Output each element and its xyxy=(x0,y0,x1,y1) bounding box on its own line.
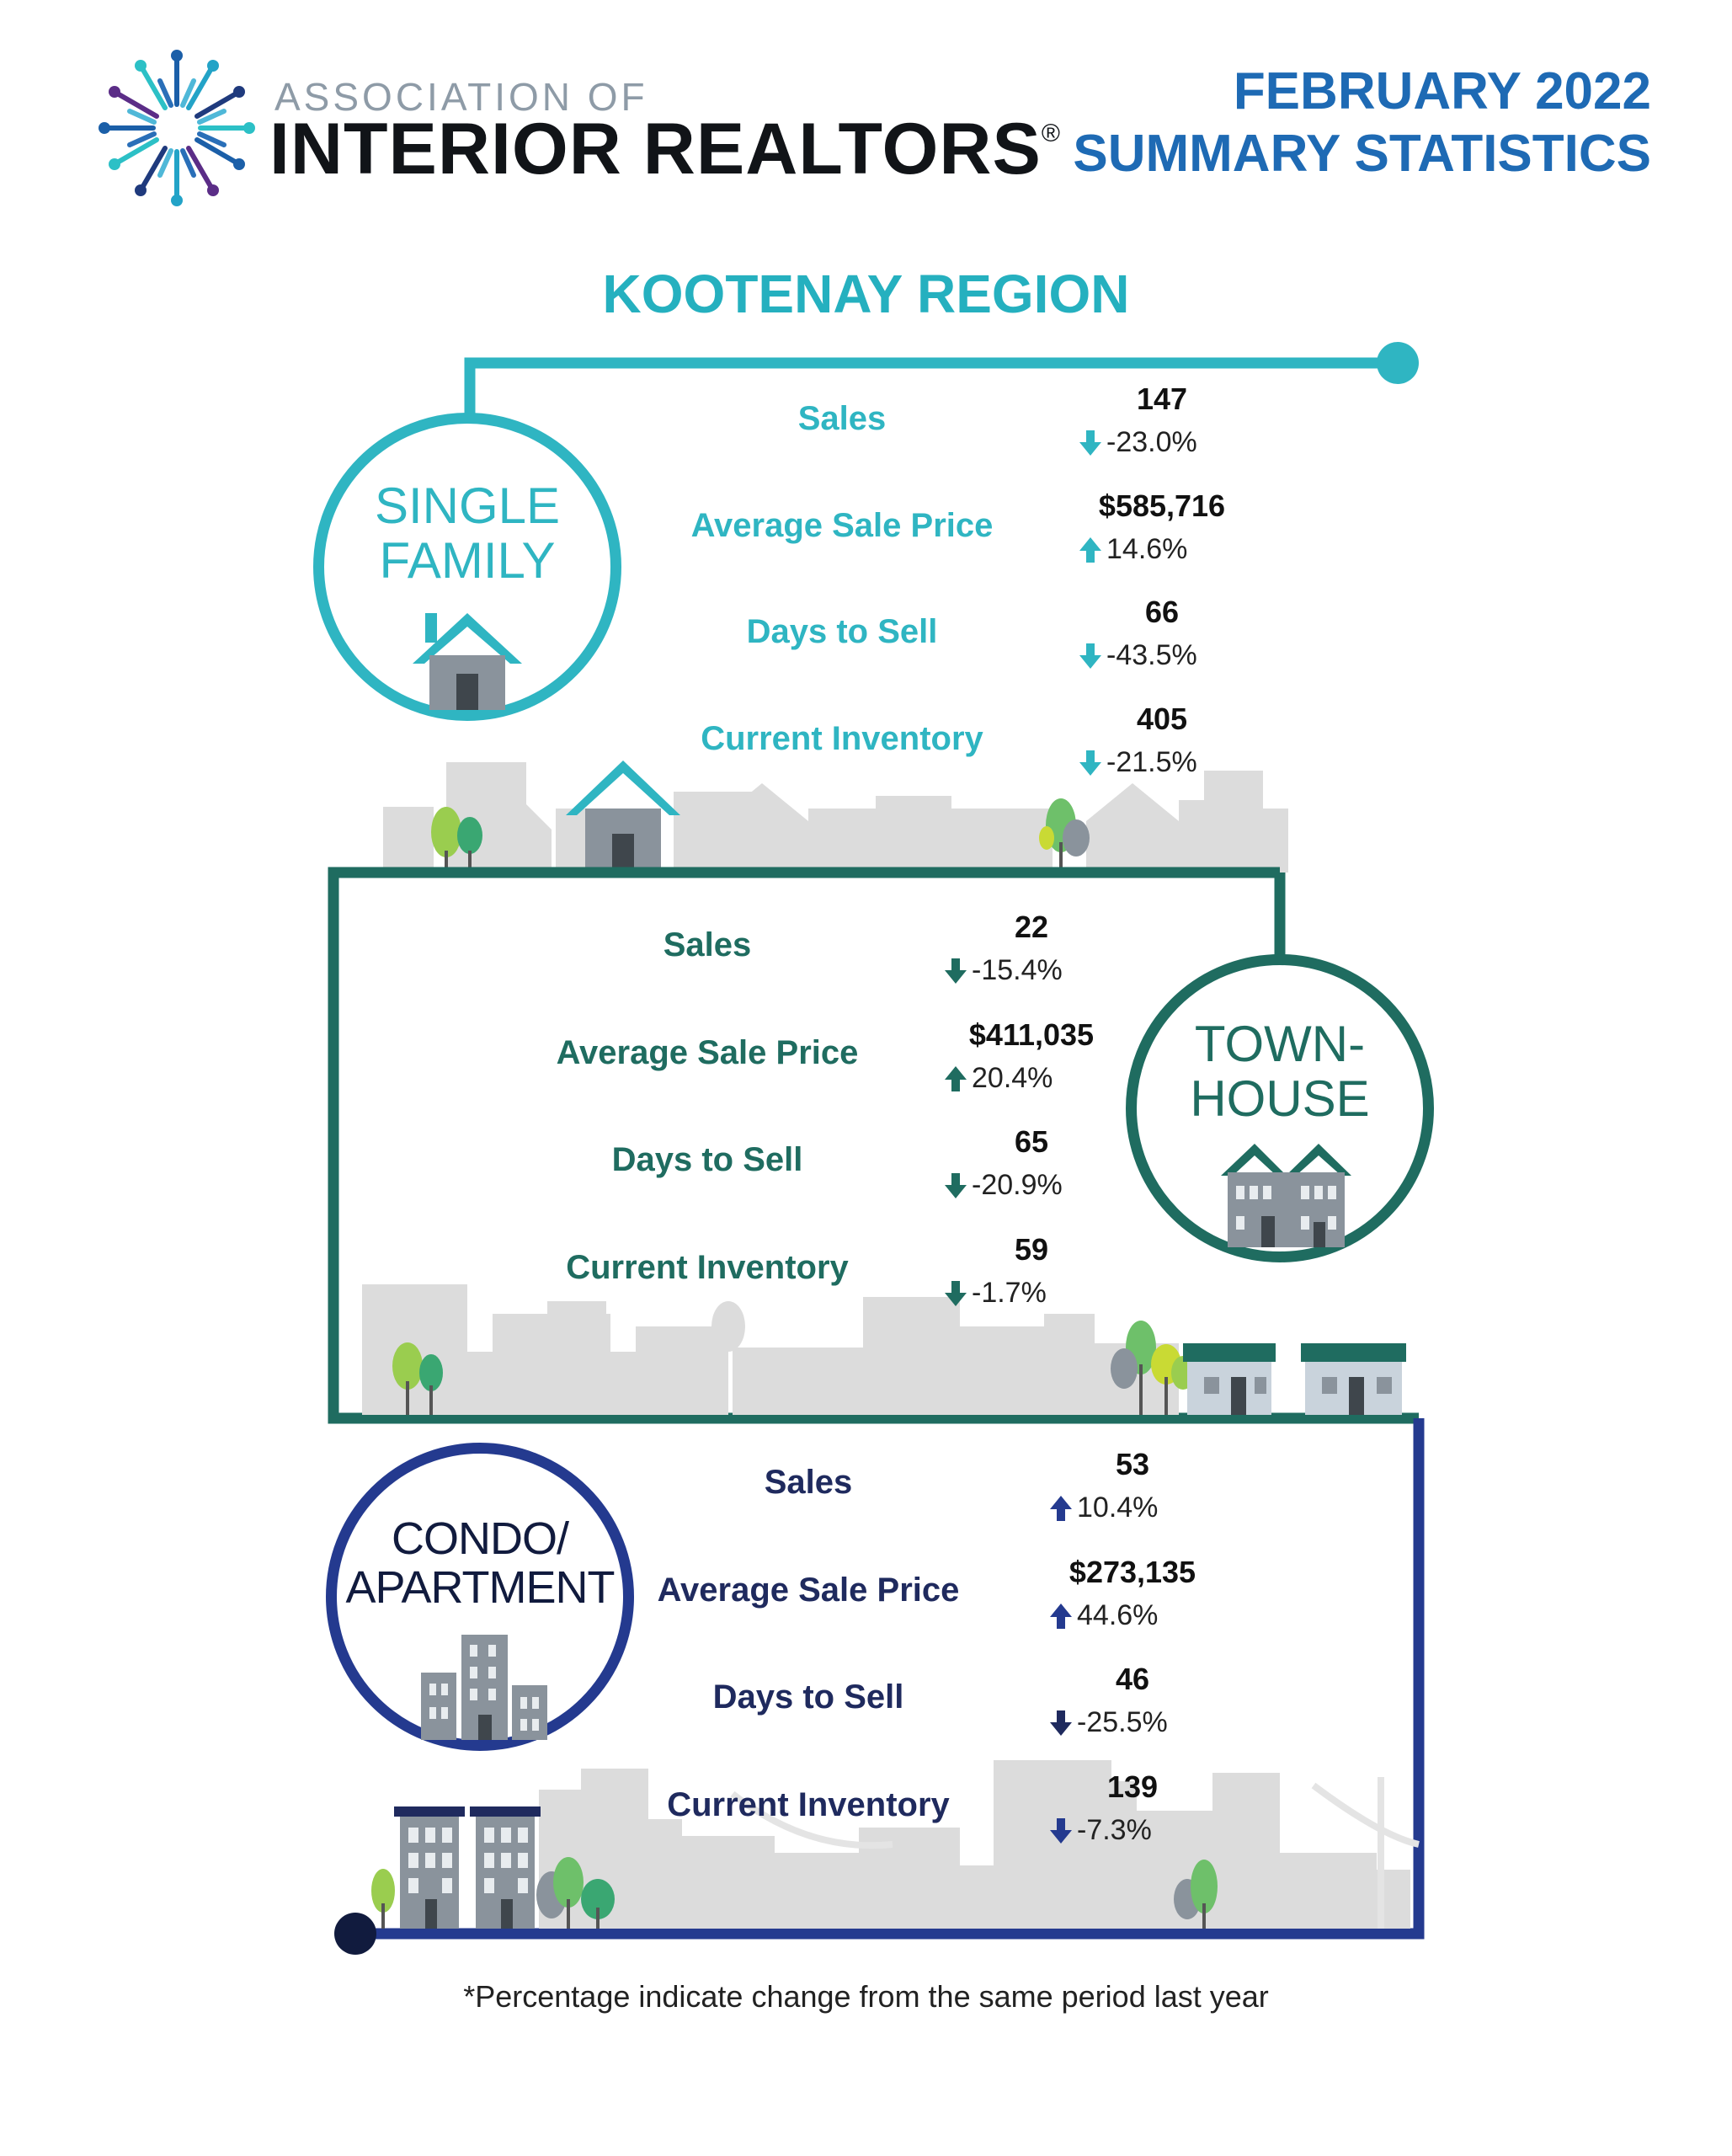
report-period-line2: SUMMARY STATISTICS xyxy=(1073,125,1651,183)
sf-label-inventory: Current Inventory xyxy=(701,720,983,757)
org-name-small: ASSOCIATION OF xyxy=(274,75,648,119)
arrow-up-icon xyxy=(945,1066,967,1091)
th-value-days: 65 xyxy=(1014,1124,1049,1159)
townhouse-title-line1: TOWN- xyxy=(1194,1016,1366,1072)
report-period-line1: FEBRUARY 2022 xyxy=(1233,62,1651,120)
townhouse-badge xyxy=(1126,954,1434,1262)
condo-title-line2: APARTMENT xyxy=(345,1562,615,1614)
single-family-title-line2: FAMILY xyxy=(379,531,556,589)
sf-value-sales: 147 xyxy=(1136,382,1188,416)
arrow-up-icon xyxy=(1050,1604,1072,1629)
footnote: *Percentage indicate change from the same period last year xyxy=(463,1979,1269,2014)
sf-change-inventory xyxy=(1079,746,1197,779)
arrow-up-icon xyxy=(1050,1496,1072,1521)
arrow-down-icon xyxy=(945,1173,967,1198)
sf-change-sales xyxy=(1079,426,1197,459)
co-change-days xyxy=(1050,1706,1168,1739)
co-label-sales: Sales xyxy=(764,1464,853,1501)
co-value-inventory: 139 xyxy=(1106,1769,1159,1804)
arrow-down-icon xyxy=(1050,1818,1072,1844)
org-name-main-text: INTERIOR REALTORS xyxy=(269,109,1042,189)
co-label-avg-price: Average Sale Price xyxy=(657,1572,960,1609)
th-change-sales-text: -15.4% xyxy=(972,954,1063,986)
condo-badge xyxy=(326,1443,634,1751)
condo-title xyxy=(337,1514,623,1613)
th-value-inventory: 59 xyxy=(1014,1232,1049,1267)
co-value-avg-price: $273,135 xyxy=(1069,1555,1196,1589)
sf-value-avg-price: $585,716 xyxy=(1098,488,1226,523)
condo-building-icon xyxy=(421,1635,547,1740)
th-change-days-text: -20.9% xyxy=(972,1169,1063,1201)
sf-value-days: 66 xyxy=(1144,595,1180,629)
sf-change-avg-price xyxy=(1079,533,1187,566)
sf-value-inventory: 405 xyxy=(1136,702,1188,736)
co-change-sales xyxy=(1050,1492,1158,1524)
co-label-days: Days to Sell xyxy=(712,1678,904,1716)
report-period xyxy=(1073,61,1651,185)
sf-label-sales: Sales xyxy=(797,400,887,437)
co-change-days-text: -25.5% xyxy=(1077,1706,1168,1738)
condo-buildings-skyline-icon xyxy=(394,1806,541,1929)
co-change-inventory-text: -7.3% xyxy=(1077,1814,1152,1846)
arrow-down-icon xyxy=(1050,1710,1072,1736)
registered-mark: ® xyxy=(1041,120,1061,147)
th-value-avg-price: $411,035 xyxy=(968,1017,1095,1052)
th-label-inventory: Current Inventory xyxy=(566,1249,849,1286)
co-change-inventory xyxy=(1050,1814,1152,1847)
townhouse-title-line2: HOUSE xyxy=(1190,1070,1370,1127)
th-label-days: Days to Sell xyxy=(611,1141,803,1178)
co-change-avg-price-text: 44.6% xyxy=(1077,1599,1159,1631)
th-change-avg-price-text: 20.4% xyxy=(972,1062,1053,1094)
arrow-down-icon xyxy=(945,958,967,984)
townhouses-skyline-icon xyxy=(1183,1343,1406,1415)
co-change-avg-price xyxy=(1050,1599,1158,1632)
sf-label-days: Days to Sell xyxy=(746,613,938,650)
single-family-title xyxy=(324,479,610,589)
townhouse-title xyxy=(1137,1017,1423,1127)
co-value-days: 46 xyxy=(1115,1662,1150,1696)
sf-change-days xyxy=(1079,639,1197,672)
th-change-days xyxy=(945,1169,1063,1202)
co-value-sales: 53 xyxy=(1115,1447,1150,1481)
townhouse-building-icon xyxy=(1221,1142,1351,1247)
sf-change-inventory-text: -21.5% xyxy=(1106,746,1197,778)
region-title: KOOTENAY REGION xyxy=(602,264,1130,324)
sf-change-avg-price-text: 14.6% xyxy=(1106,533,1188,565)
th-change-sales xyxy=(945,954,1063,987)
sf-label-avg-price: Average Sale Price xyxy=(690,507,994,544)
single-family-title-line1: SINGLE xyxy=(374,478,561,534)
arrow-down-icon xyxy=(1079,643,1101,669)
skyline-townhouse xyxy=(362,1284,1179,1415)
arrow-down-icon xyxy=(1079,750,1101,776)
skyline-condo xyxy=(539,1760,1410,1929)
arrow-up-icon xyxy=(1079,537,1101,563)
sf-change-days-text: -43.5% xyxy=(1106,639,1197,671)
condo-title-line1: CONDO/ xyxy=(392,1513,568,1564)
arrow-down-icon xyxy=(945,1281,967,1306)
th-value-sales: 22 xyxy=(1014,910,1049,944)
th-label-sales: Sales xyxy=(663,926,752,963)
logo-starburst-icon xyxy=(94,45,259,211)
org-name-main xyxy=(269,108,1061,191)
co-label-inventory: Current Inventory xyxy=(667,1786,950,1823)
single-family-badge xyxy=(313,413,621,721)
th-change-inventory-text: -1.7% xyxy=(972,1277,1047,1309)
th-change-inventory xyxy=(945,1277,1047,1310)
sf-change-sales-text: -23.0% xyxy=(1106,426,1197,458)
th-label-avg-price: Average Sale Price xyxy=(556,1034,859,1071)
single-family-house-icon xyxy=(413,605,522,710)
th-change-avg-price xyxy=(945,1062,1053,1095)
arrow-down-icon xyxy=(1079,430,1101,456)
co-change-sales-text: 10.4% xyxy=(1077,1492,1159,1524)
